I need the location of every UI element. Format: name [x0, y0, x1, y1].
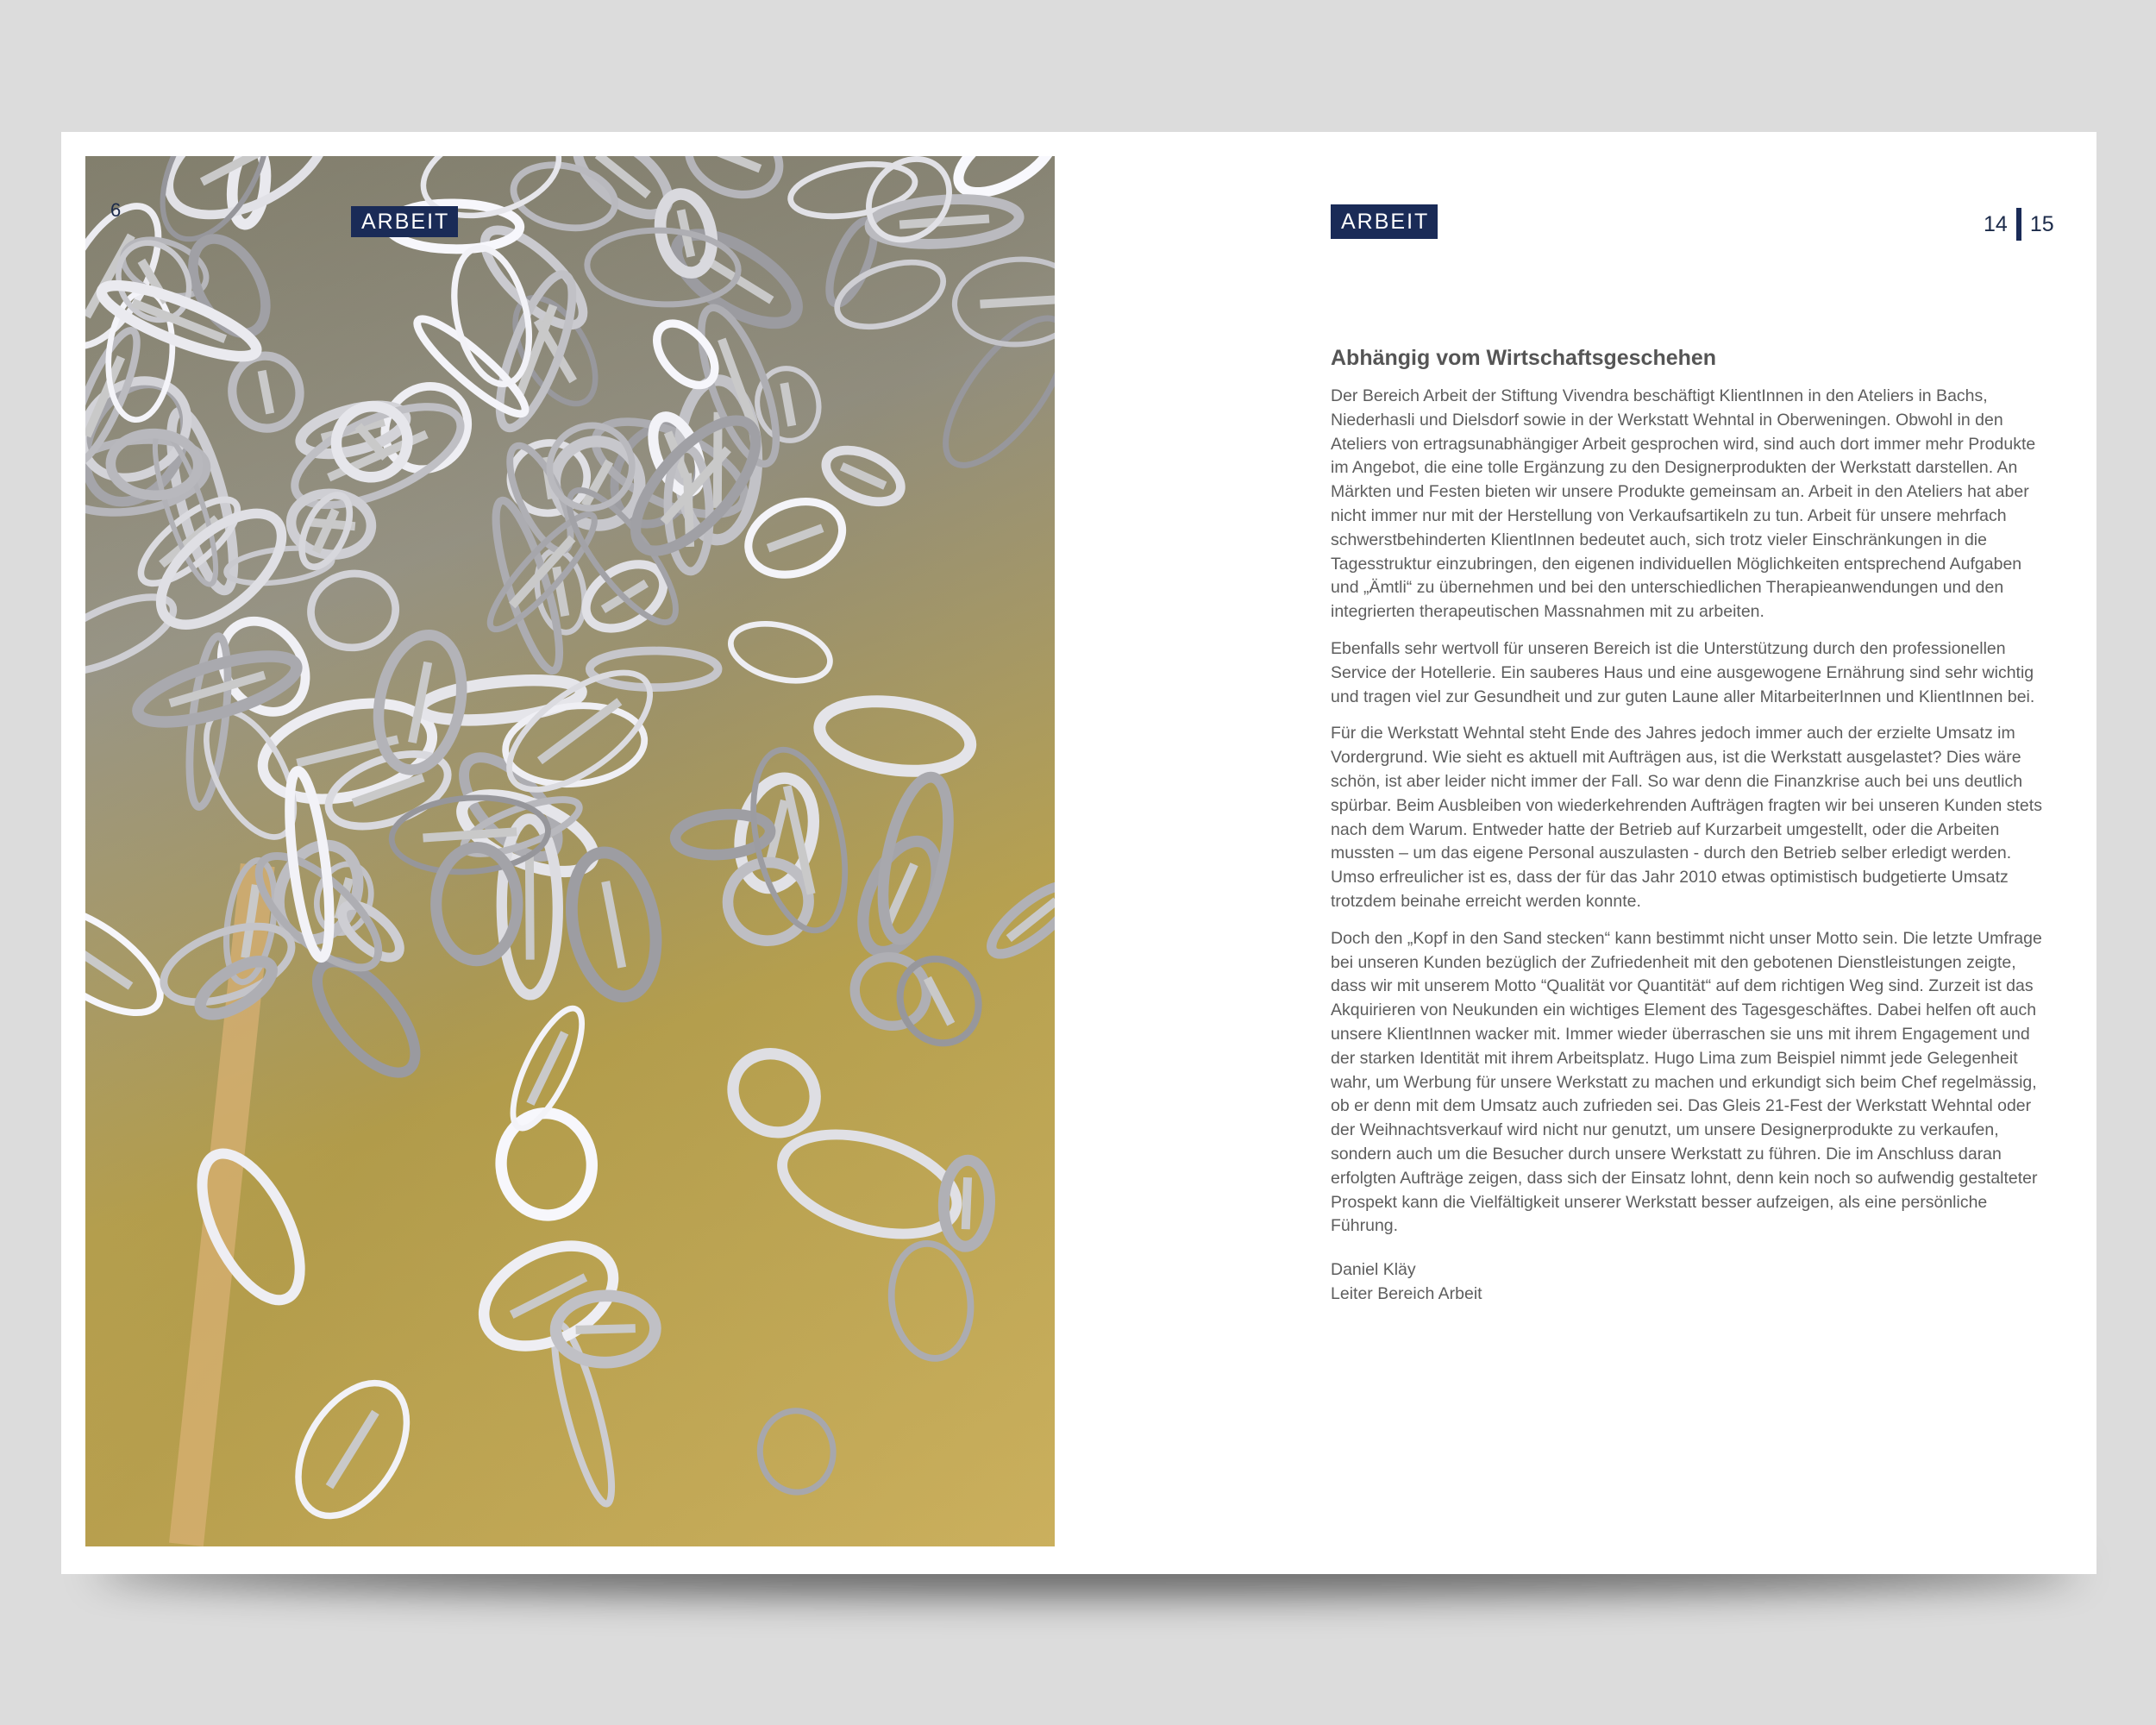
- author-name: Daniel Kläy: [1331, 1260, 1416, 1280]
- brochure-spread: [61, 132, 2096, 1574]
- page-number-divider: [2016, 208, 2021, 241]
- peeler-blade: [525, 854, 535, 959]
- right-section-label: ARBEIT: [1331, 204, 1438, 239]
- article-paragraph: Der Bereich Arbeit der Stiftung Vivendra beschäftigt KlientInnen in den Ateliers in Bachs, Niederhasli und Dielsdorf sowie in der Werkstatt Wehntal in Oberweningen. Obwohl in den Ateliers von ertragsunabhängiger Arbeit gesprochen wird, sind auch dort immer mehr Produkte im Angebot, die eine tolle Ergänzung zu den Designerprodukten der Werkstatt darstellen. An Märkten und Festen bieten wir unsere Produkte gemeinsam an. Arbeit in den Ateliers hat aber nicht immer nur mit der Herstellung von Verkaufsartikeln zu tun. Arbeit für unsere mehrfach schwerstbehinderten KlientInnen bedeutet auch, sich trotz vieler Einschränkungen in die Tagesstruktur einzubringen, den eigenen individuellen Möglichkeiten entsprechend Aufgaben und „Ämtli“ zu übernehmen und bei den unterschiedlichen Therapieanwendungen und den integrierten therapeutischen Massnahmen mit zu arbeiten.: [1331, 386, 2036, 622]
- author-title: Leiter Bereich Arbeit: [1331, 1284, 1482, 1304]
- photo-illustration: [85, 156, 1055, 1546]
- left-page-number: 6: [110, 199, 122, 221]
- page-number-left: 14: [1984, 211, 2008, 236]
- article-paragraph: Doch den „Kopf in den Sand stecken“ kann bestimmt nicht unser Motto sein. Die letzte Umfrage bei unseren Kunden bezüglich der Zufriedenheit mit den gebotenen Dienstleistungen zeigte, dass wir mit unserem Motto “Qualität vor Quantität“ auf dem richtigen Weg sind. Zurzeit ist das Akquirieren von Neukunden ein wichtiges Element des Tagesgeschäftes. Dabei helfen oft auch unsere KlientInnen wacker mit. Immer wieder überraschen sie uns mit ihrem Engagement und der starken Identität mit ihrem Arbeitsplatz. Hugo Lima zum Beispiel nimmt jede Gelegenheit wahr, um Werbung für unsere Werkstatt zu machen und erkundigt sich beim Chef regelmässig, ob er denn mit dem Umsatz auch zufrieden sei. Das Gleis 21-Fest der Werkstatt Wehntal oder der Weihnachtsverkauf wird nicht nur genutzt, um unsere Designerprodukte zu verkaufen, sondern auch um die Besucher durch unsere Werkstatt zu führen. Die im Anschluss daran erfolgten Aufträge zeigen, dass sich der Einsatz lohnt, denn kein noch so aufwendig gestalteter Prospekt kann die Vielfältigkeit unserer Werkstatt besser aufzeigen, als eine persönliche Führung.: [1331, 928, 2042, 1236]
- page-number-right: 15: [2029, 211, 2054, 236]
- article-paragraph: Ebenfalls sehr wertvoll für unseren Bereich ist die Unterstützung durch den professionellen Service der Hotellerie. Ein sauberes Haus und eine ausgewogene Ernährung sind sehr wichtig und tragen viel zur Gesundheit und zur guten Laune aller MitarbeiterInnen und KlientInnen bei.: [1331, 638, 2035, 706]
- left-section-label: ARBEIT: [351, 206, 458, 237]
- signature: [1331, 1258, 2046, 1306]
- article-heading: Abhängig vom Wirtschaftsgeschehen: [1331, 346, 1717, 370]
- page-numbers: [1984, 208, 2054, 241]
- peeler-blade: [575, 1324, 635, 1334]
- peelers-photo: [85, 156, 1055, 1546]
- article-paragraph: Für die Werkstatt Wehntal steht Ende des Jahres jedoch immer auch der erzielte Umsatz im Vordergrund. Wie sieht es aktuell mit Aufträgen aus, ist die Werkstatt ausgelastet? Dies wäre schön, ist aber leider nicht immer der Fall. So war denn die Finanzkrise auch bei uns deutlich spürbar. Beim Ausbleiben von wiederkehrenden Aufträgen fragten wir bei unseren Kunden stets nach dem Warum. Entweder hatte der Betrieb auf Kurzarbeit umgestellt, oder die Arbeiten mussten – um das eigene Personal auszulasten - durch den Betrieb selber erledigt werden. Umso erfreulicher ist es, dass der für das Jahr 2010 etwas optimistisch budgetierte Umsatz trotzdem beinahe erreicht werden konnte.: [1331, 724, 2042, 911]
- article: [1331, 346, 2046, 1306]
